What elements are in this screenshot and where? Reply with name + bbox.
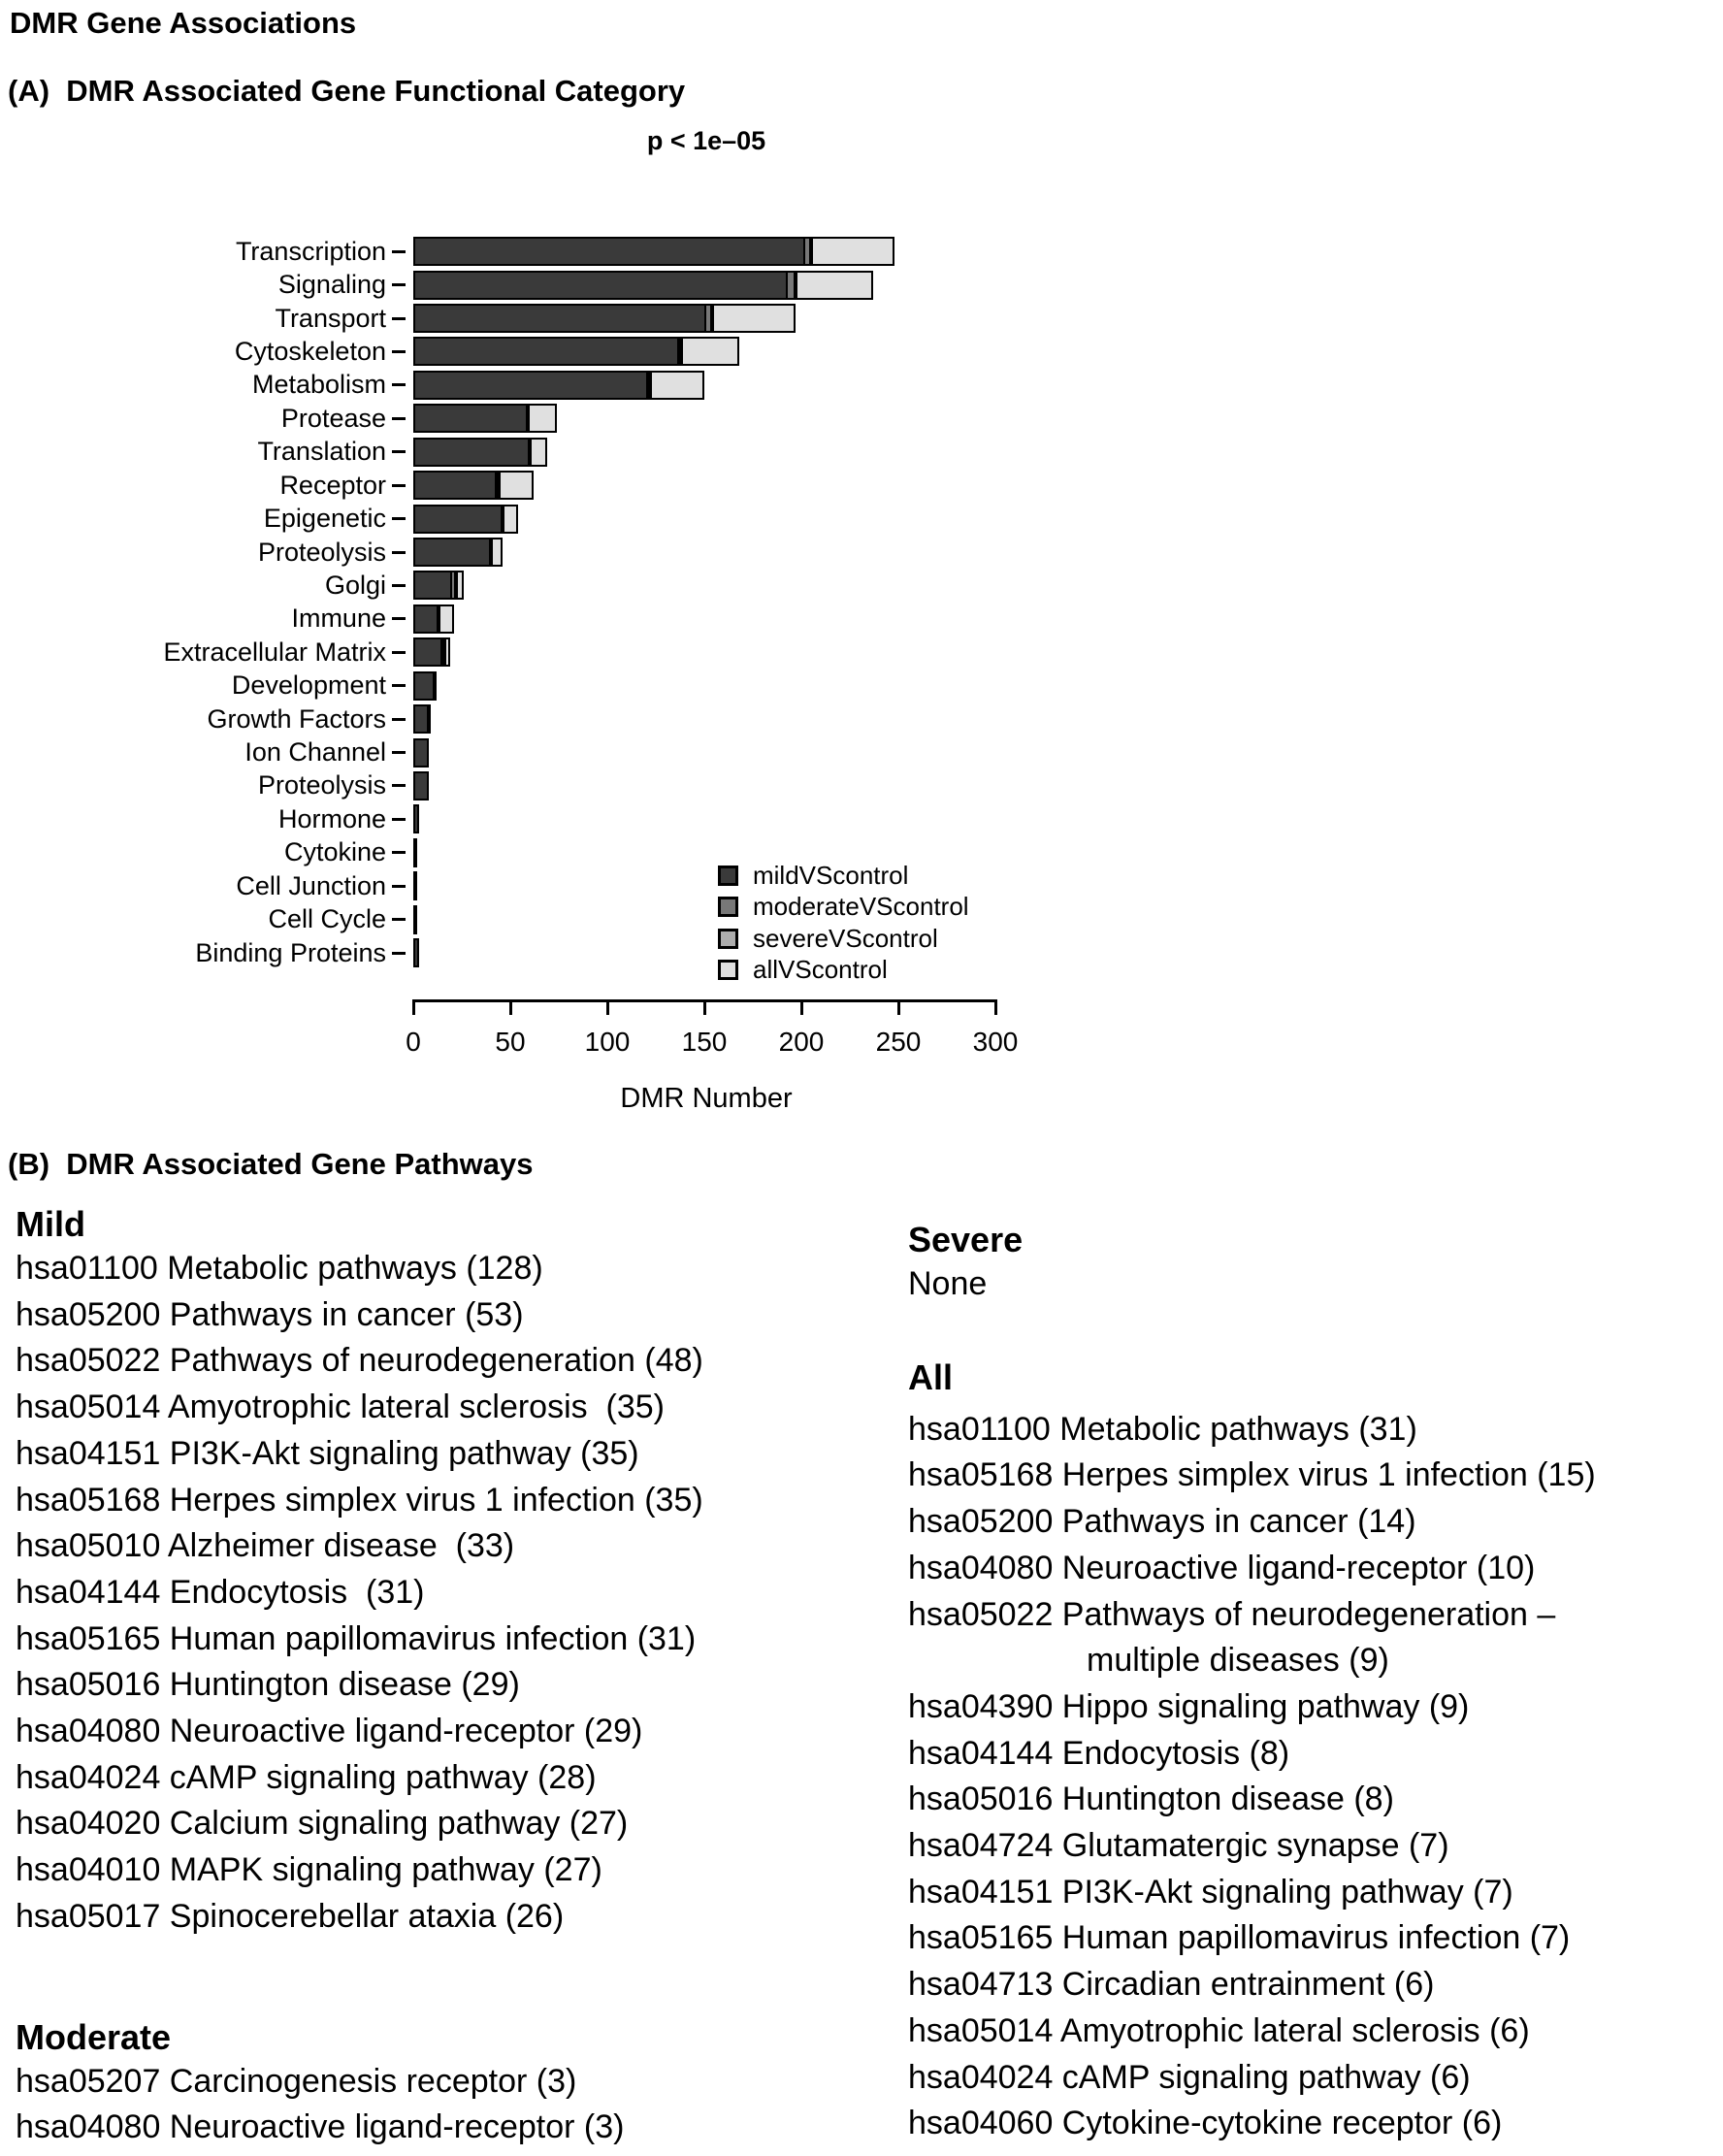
category-label: Growth Factors bbox=[207, 703, 386, 734]
pathway-item-text: hsa05207 Carcinogenesis receptor (3) bbox=[16, 2062, 577, 2100]
category-tick-mark bbox=[392, 718, 406, 721]
pathway-item bbox=[16, 1847, 889, 1894]
pathway-group-moderate bbox=[16, 2016, 889, 2151]
pathway-item bbox=[16, 1523, 889, 1570]
category-label: Cell Junction bbox=[236, 870, 386, 900]
bar-stack bbox=[413, 371, 704, 400]
chart-row bbox=[0, 636, 894, 669]
bar-segment-allVScontrol bbox=[528, 404, 557, 433]
legend-label: moderateVScontrol bbox=[753, 892, 969, 922]
pathway-item-text: hsa05168 Herpes simplex virus 1 infection (35) bbox=[16, 1481, 703, 1519]
pathway-item bbox=[908, 1731, 1723, 1778]
bar-segment-mildVScontrol bbox=[413, 604, 439, 634]
x-axis-tick bbox=[606, 999, 609, 1015]
x-axis-tick bbox=[897, 999, 900, 1015]
bar-segment-allVScontrol bbox=[796, 271, 873, 300]
category-label: Protease bbox=[280, 403, 386, 433]
pathway-group-heading: Mild bbox=[16, 1204, 85, 1244]
pathway-item-text: hsa04713 Circadian entrainment (6) bbox=[908, 1966, 1435, 2004]
bar-segment-mildVScontrol bbox=[413, 571, 452, 600]
pathway-item bbox=[908, 1592, 1723, 1684]
bar-segment-mildVScontrol bbox=[413, 871, 417, 900]
x-axis-tick-label: 100 bbox=[584, 1027, 631, 1057]
bar-segment-mildVScontrol bbox=[413, 304, 706, 333]
bar-stack bbox=[413, 304, 796, 333]
pathway-item bbox=[908, 1407, 1723, 1454]
category-tick-mark bbox=[392, 551, 406, 554]
pathway-item-text: hsa05022 Pathways of neurodegeneration (48) bbox=[16, 1342, 703, 1380]
bar-stack bbox=[413, 738, 429, 768]
chart-row bbox=[0, 369, 894, 402]
pathway-item bbox=[16, 1617, 889, 1663]
pathway-item bbox=[908, 1261, 1723, 1308]
pathways-column-right bbox=[908, 1219, 1723, 2147]
category-label: Cytoskeleton bbox=[234, 336, 386, 366]
pathway-item bbox=[16, 1570, 889, 1617]
pathway-item bbox=[908, 2055, 1723, 2102]
category-tick-mark bbox=[392, 484, 406, 487]
category-label: Extracellular Matrix bbox=[163, 637, 386, 667]
pathway-item bbox=[16, 1894, 889, 1941]
pathway-item bbox=[908, 1823, 1723, 1870]
bar-stack bbox=[413, 337, 739, 366]
category-label: Golgi bbox=[324, 570, 386, 600]
legend-swatch-moderateVScontrol bbox=[718, 897, 738, 917]
bar-segment-mildVScontrol bbox=[413, 905, 417, 934]
pathway-item-text: hsa04010 MAPK signaling pathway (27) bbox=[16, 1851, 602, 1889]
x-axis-tick-label: 50 bbox=[495, 1027, 526, 1057]
pathway-item bbox=[16, 1385, 889, 1431]
category-tick-mark bbox=[392, 651, 406, 654]
bar-stack bbox=[413, 505, 518, 534]
category-label: Development bbox=[231, 670, 386, 701]
chart-row bbox=[0, 769, 894, 802]
bar-segment-allVScontrol bbox=[491, 538, 503, 567]
category-tick-mark bbox=[392, 383, 406, 386]
category-label: Transport bbox=[275, 303, 386, 333]
bar-segment-mildVScontrol bbox=[413, 438, 530, 467]
pathway-item-text: hsa05017 Spinocerebellar ataxia (26) bbox=[16, 1897, 565, 1935]
pathway-item-text-wrapped: multiple diseases (9) bbox=[1087, 1642, 1389, 1680]
bar-segment-allVScontrol bbox=[503, 505, 518, 534]
pathway-item bbox=[16, 1292, 889, 1339]
bar-segment-mildVScontrol bbox=[413, 237, 805, 266]
pathway-item-text: hsa04151 PI3K-Akt signaling pathway (7) bbox=[908, 1873, 1513, 1911]
bar-segment-mildVScontrol bbox=[413, 637, 442, 667]
pathway-item-text: hsa05165 Human papillomavirus infection (7) bbox=[908, 1919, 1571, 1957]
bar-stack bbox=[413, 237, 894, 266]
bar-segment-allVScontrol bbox=[439, 604, 454, 634]
category-tick-mark bbox=[392, 851, 406, 854]
chart-row bbox=[0, 335, 894, 368]
pathway-group-heading: Severe bbox=[908, 1220, 1024, 1259]
pathway-item bbox=[908, 2009, 1723, 2055]
bar-segment-mildVScontrol bbox=[413, 538, 491, 567]
bar-stack bbox=[413, 771, 429, 800]
pathway-item bbox=[908, 1777, 1723, 1823]
bar-segment-allVScontrol bbox=[650, 371, 704, 400]
category-tick-mark bbox=[392, 517, 406, 520]
chart-subtitle: p < 1e–05 bbox=[646, 126, 766, 155]
pathway-item-text: hsa05168 Herpes simplex virus 1 infection (15) bbox=[908, 1456, 1596, 1494]
bar-segment-allVScontrol bbox=[712, 304, 796, 333]
x-axis-tick-label: 200 bbox=[778, 1027, 825, 1057]
pathway-item bbox=[908, 1962, 1723, 2009]
category-tick-mark bbox=[392, 818, 406, 821]
bar-segment-allVScontrol bbox=[681, 337, 739, 366]
bar-segment-allVScontrol bbox=[444, 637, 450, 667]
bar-stack bbox=[413, 438, 547, 467]
pathway-item-text: hsa05014 Amyotrophic lateral sclerosis (35) bbox=[16, 1388, 665, 1426]
pathway-item bbox=[16, 1709, 889, 1755]
pathway-item-text: hsa04724 Glutamatergic synapse (7) bbox=[908, 1827, 1449, 1865]
legend-label: severeVScontrol bbox=[753, 923, 938, 953]
pathway-group-mild bbox=[16, 1203, 889, 1941]
chart-row bbox=[0, 235, 894, 268]
pathway-item-text: None bbox=[908, 1265, 988, 1302]
bar-segment-mildVScontrol bbox=[413, 471, 497, 500]
pathway-item bbox=[16, 1662, 889, 1709]
pathway-item-text: hsa05016 Huntington disease (29) bbox=[16, 1666, 520, 1704]
category-tick-mark bbox=[392, 283, 406, 286]
chart-legend bbox=[718, 860, 969, 986]
legend-item bbox=[718, 860, 969, 892]
pathway-item bbox=[908, 2101, 1723, 2147]
category-label: Cell Cycle bbox=[268, 904, 386, 934]
pathway-item-text: hsa04060 Cytokine-cytokine receptor (6) bbox=[908, 2105, 1503, 2142]
pathway-item-text: hsa04080 Neuroactive ligand-receptor (3) bbox=[16, 2108, 625, 2146]
chart-row bbox=[0, 669, 894, 702]
pathway-item-text: hsa04024 cAMP signaling pathway (6) bbox=[908, 2058, 1471, 2096]
category-label: Receptor bbox=[279, 470, 386, 500]
legend-label: mildVScontrol bbox=[753, 860, 909, 890]
pathway-item-text: hsa05200 Pathways in cancer (14) bbox=[908, 1503, 1416, 1541]
pathway-group-all bbox=[908, 1356, 1723, 2147]
bar-stack bbox=[413, 571, 464, 600]
chart-row bbox=[0, 802, 894, 835]
bar-stack bbox=[413, 404, 557, 433]
x-axis-tick-label: 250 bbox=[875, 1027, 922, 1057]
legend-swatch-mildVScontrol bbox=[718, 866, 738, 886]
bar-stack bbox=[413, 838, 417, 867]
bar-segment-mildVScontrol bbox=[413, 938, 419, 967]
legend-swatch-severeVScontrol bbox=[718, 929, 738, 949]
x-axis-tick bbox=[994, 999, 997, 1015]
x-axis-tick bbox=[703, 999, 706, 1015]
chart-row bbox=[0, 436, 894, 469]
category-tick-mark bbox=[392, 584, 406, 587]
pathway-item bbox=[16, 2059, 889, 2106]
bar-stack bbox=[413, 938, 419, 967]
x-axis-title: DMR Number bbox=[620, 1083, 793, 1114]
panel-b-heading: (B) DMR Associated Gene Pathways bbox=[8, 1147, 534, 1181]
pathway-item-text: hsa05200 Pathways in cancer (53) bbox=[16, 1295, 524, 1333]
category-label: Cytokine bbox=[283, 837, 386, 867]
bar-stack bbox=[413, 871, 417, 900]
bar-segment-allVScontrol bbox=[433, 671, 437, 701]
bar-segment-allVScontrol bbox=[530, 438, 547, 467]
category-tick-mark bbox=[392, 250, 406, 253]
pathway-item-text: hsa04080 Neuroactive ligand-receptor (10) bbox=[908, 1549, 1536, 1586]
legend-item bbox=[718, 923, 969, 955]
pathway-group-heading: Moderate bbox=[16, 2016, 172, 2057]
bar-segment-mildVScontrol bbox=[413, 838, 417, 867]
bar-segment-mildVScontrol bbox=[413, 804, 419, 833]
chart-row bbox=[0, 536, 894, 569]
pathway-item-text: hsa04151 PI3K-Akt signaling pathway (35) bbox=[16, 1434, 639, 1472]
x-axis bbox=[406, 999, 1019, 1096]
pathway-item bbox=[908, 1915, 1723, 1962]
legend-label: allVScontrol bbox=[753, 955, 888, 985]
bar-stack bbox=[413, 538, 503, 567]
bar-segment-allVScontrol bbox=[499, 471, 534, 500]
chart-row bbox=[0, 469, 894, 502]
category-tick-mark bbox=[392, 317, 406, 320]
chart-row bbox=[0, 302, 894, 335]
pathways-column-left bbox=[16, 1203, 889, 2151]
pathway-item-text: hsa01100 Metabolic pathways (128) bbox=[16, 1250, 543, 1287]
category-tick-mark bbox=[392, 952, 406, 955]
category-tick-mark bbox=[392, 918, 406, 921]
chart-row bbox=[0, 268, 894, 301]
category-tick-mark bbox=[392, 751, 406, 754]
bar-stack bbox=[413, 804, 419, 833]
bar-segment-mildVScontrol bbox=[413, 738, 429, 768]
chart-row bbox=[0, 569, 894, 602]
bar-segment-mildVScontrol bbox=[413, 671, 435, 701]
pathway-item bbox=[908, 1499, 1723, 1546]
bar-segment-mildVScontrol bbox=[413, 271, 788, 300]
x-axis-tick-label: 0 bbox=[406, 1027, 421, 1057]
pathway-item bbox=[908, 1453, 1723, 1499]
bar-segment-mildVScontrol bbox=[413, 337, 679, 366]
category-tick-mark bbox=[392, 350, 406, 353]
page-title: DMR Gene Associations bbox=[10, 6, 357, 40]
chart-row bbox=[0, 735, 894, 768]
bar-segment-allVScontrol bbox=[456, 571, 464, 600]
pathway-item-text: hsa04144 Endocytosis (8) bbox=[908, 1734, 1290, 1772]
pathway-item bbox=[16, 1338, 889, 1385]
pathway-item bbox=[16, 1246, 889, 1292]
category-tick-mark bbox=[392, 417, 406, 420]
pathway-item-text: hsa05010 Alzheimer disease (33) bbox=[16, 1527, 515, 1565]
x-axis-tick-label: 150 bbox=[681, 1027, 728, 1057]
legend-item bbox=[718, 892, 969, 924]
chart-row bbox=[0, 502, 894, 535]
bar-stack bbox=[413, 271, 873, 300]
category-label: Immune bbox=[291, 604, 386, 634]
pathway-item-text: hsa01100 Metabolic pathways (31) bbox=[908, 1410, 1417, 1448]
category-label: Ion Channel bbox=[244, 737, 386, 768]
legend-item bbox=[718, 955, 969, 987]
bar-stack bbox=[413, 671, 437, 701]
bar-stack bbox=[413, 471, 534, 500]
category-label: Hormone bbox=[277, 803, 386, 833]
category-label: Translation bbox=[257, 437, 386, 467]
pathway-item-text: hsa04144 Endocytosis (31) bbox=[16, 1573, 425, 1611]
panel-a-heading: (A) DMR Associated Gene Functional Category bbox=[8, 74, 686, 108]
category-label: Proteolysis bbox=[257, 770, 386, 800]
bar-stack bbox=[413, 905, 417, 934]
category-label: Epigenetic bbox=[263, 504, 386, 534]
pathway-item bbox=[908, 1870, 1723, 1916]
pathway-item-text: hsa05165 Human papillomavirus infection (31) bbox=[16, 1619, 697, 1657]
category-tick-mark bbox=[392, 684, 406, 687]
bar-segment-mildVScontrol bbox=[413, 404, 528, 433]
bar-stack bbox=[413, 637, 450, 667]
x-axis-tick bbox=[509, 999, 512, 1015]
pathway-item bbox=[16, 1801, 889, 1847]
pathway-item-text: hsa04390 Hippo signaling pathway (9) bbox=[908, 1687, 1470, 1725]
category-label: Binding Proteins bbox=[195, 937, 386, 967]
category-tick-mark bbox=[392, 617, 406, 620]
bar-segment-mildVScontrol bbox=[413, 371, 648, 400]
bar-segment-mildVScontrol bbox=[413, 505, 503, 534]
pathway-item-text: hsa04020 Calcium signaling pathway (27) bbox=[16, 1805, 629, 1843]
category-tick-mark bbox=[392, 450, 406, 453]
pathway-item bbox=[16, 1478, 889, 1524]
pathway-item bbox=[16, 2105, 889, 2151]
pathway-item-text: hsa04024 cAMP signaling pathway (28) bbox=[16, 1758, 597, 1796]
x-axis-tick bbox=[412, 999, 415, 1015]
chart-row bbox=[0, 702, 894, 735]
category-tick-mark bbox=[392, 784, 406, 787]
chart-row bbox=[0, 402, 894, 435]
bar-segment-mildVScontrol bbox=[413, 771, 429, 800]
pathway-item bbox=[16, 1755, 889, 1802]
category-label: Signaling bbox=[277, 270, 386, 300]
x-axis-tick-label: 300 bbox=[972, 1027, 1019, 1057]
pathway-item-text: hsa05022 Pathways of neurodegeneration – bbox=[908, 1595, 1556, 1633]
bar-segment-allVScontrol bbox=[427, 704, 431, 734]
pathway-item bbox=[16, 1431, 889, 1478]
x-axis-tick bbox=[800, 999, 803, 1015]
pathway-group-heading: All bbox=[908, 1356, 954, 1397]
pathway-item bbox=[908, 1684, 1723, 1731]
pathway-item-text: hsa04080 Neuroactive ligand-receptor (29) bbox=[16, 1713, 643, 1750]
category-tick-mark bbox=[392, 885, 406, 888]
bar-segment-allVScontrol bbox=[811, 237, 894, 266]
pathway-item-text: hsa05014 Amyotrophic lateral sclerosis (6) bbox=[908, 2011, 1530, 2049]
category-label: Metabolism bbox=[251, 370, 386, 400]
category-label: Transcription bbox=[235, 236, 386, 266]
pathway-item-text: hsa05016 Huntington disease (8) bbox=[908, 1780, 1394, 1818]
category-label: Proteolysis bbox=[257, 537, 386, 567]
pathway-group-severe bbox=[908, 1219, 1723, 1308]
chart-row bbox=[0, 603, 894, 636]
legend-swatch-allVScontrol bbox=[718, 960, 738, 980]
bar-stack bbox=[413, 704, 431, 734]
pathway-item bbox=[908, 1546, 1723, 1592]
bar-stack bbox=[413, 604, 454, 634]
